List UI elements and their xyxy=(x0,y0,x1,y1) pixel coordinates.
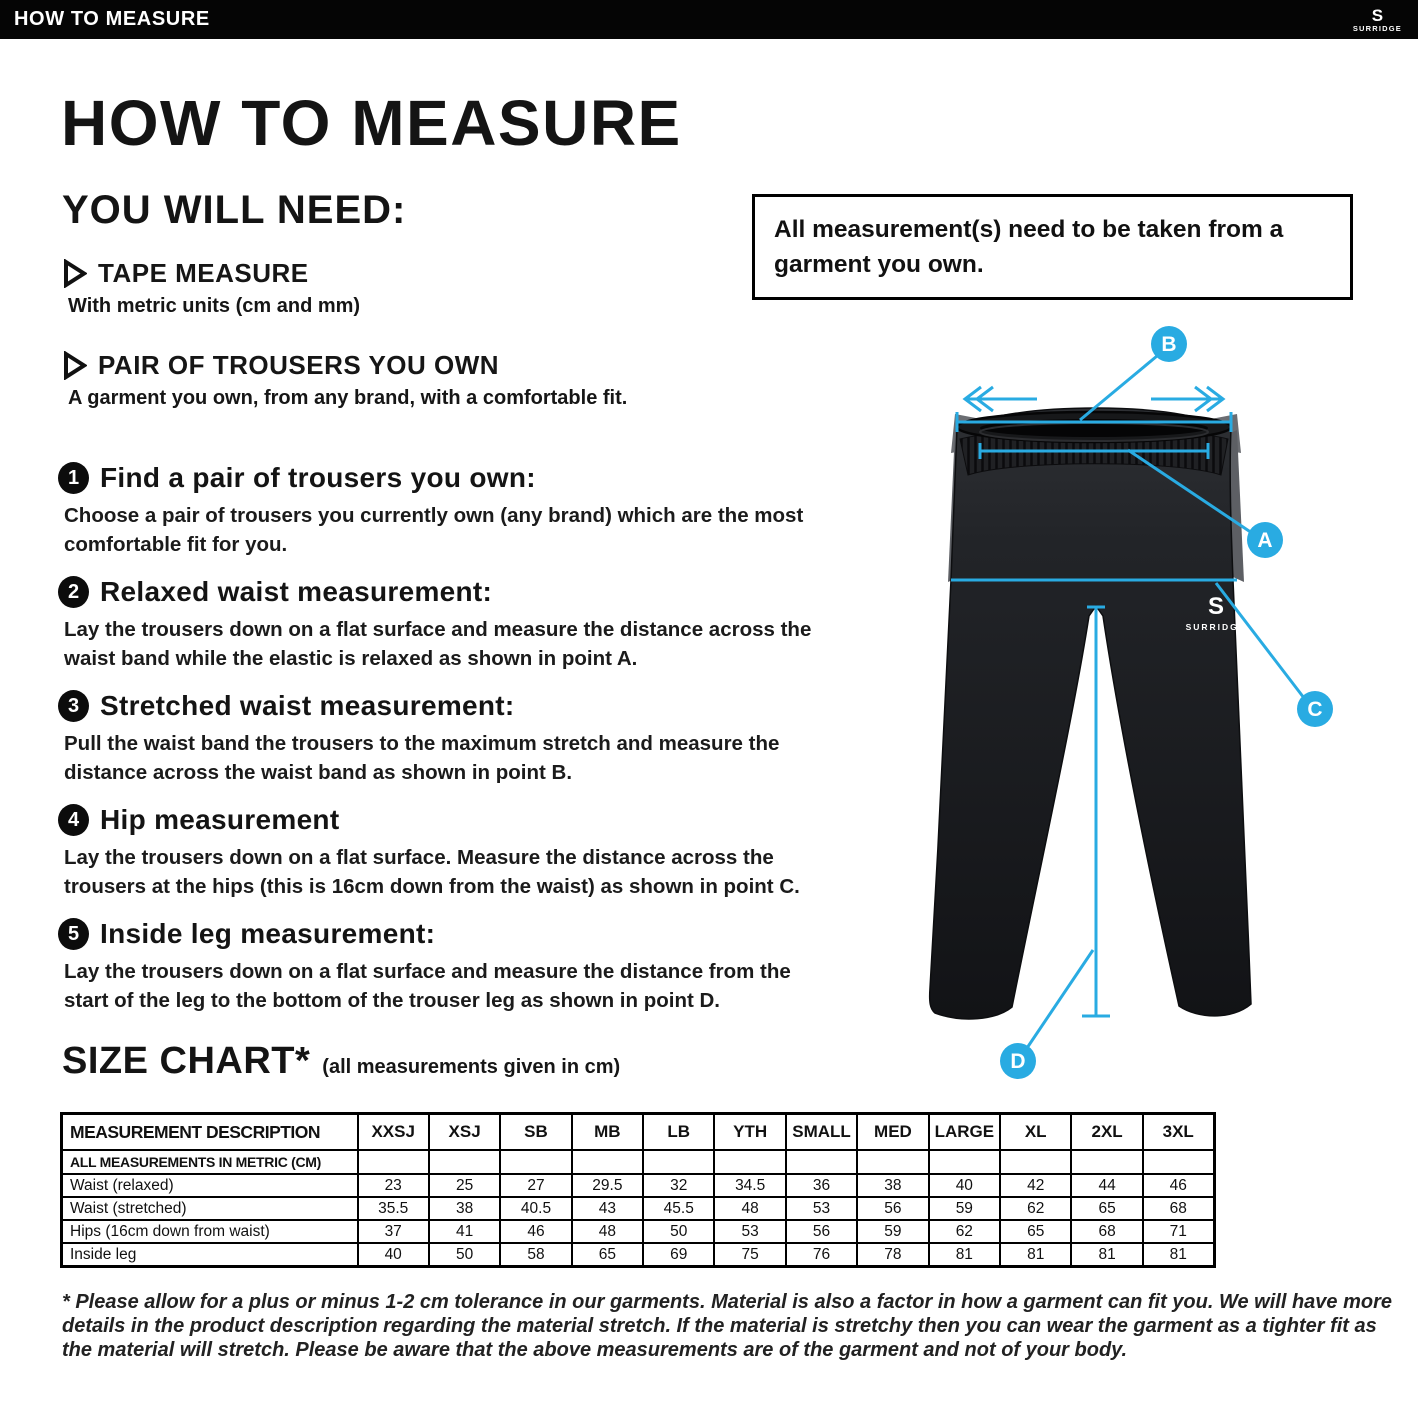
measurement-note-text: All measurement(s) need to be taken from a garment you own. xyxy=(774,216,1284,278)
cell: 78 xyxy=(857,1243,928,1267)
column-header: MB xyxy=(572,1114,643,1151)
step-title: Relaxed waist measurement: xyxy=(100,576,493,607)
need-item-tape-measure xyxy=(62,258,762,318)
table-row xyxy=(62,1197,1215,1220)
step-title: Stretched waist measurement: xyxy=(100,690,515,721)
page-title: HOW TO MEASURE xyxy=(61,87,682,159)
column-header: SMALL xyxy=(786,1114,857,1151)
need-item-trousers xyxy=(62,350,762,410)
triangle-bullet-icon xyxy=(62,259,87,288)
step-number-badge: 4 xyxy=(58,804,89,836)
empty-cell xyxy=(714,1150,785,1174)
cell: 59 xyxy=(929,1197,1000,1220)
cell: 65 xyxy=(572,1243,643,1267)
column-header: SB xyxy=(500,1114,571,1151)
cell: 81 xyxy=(1000,1243,1071,1267)
cell: 44 xyxy=(1071,1174,1142,1197)
cell: 81 xyxy=(1143,1243,1214,1267)
step-title: Inside leg measurement: xyxy=(100,918,436,949)
cell: 42 xyxy=(1000,1174,1071,1197)
size-chart-title: SIZE CHART* xyxy=(62,1040,311,1082)
row-label: Waist (relaxed) xyxy=(62,1174,358,1197)
column-header: XL xyxy=(1000,1114,1071,1151)
row-label: Inside leg xyxy=(62,1243,358,1267)
cell: 71 xyxy=(1143,1220,1214,1243)
step-body: Lay the trousers down on a flat surface and measure the distance across the waist band while the elastic is relaxed as shown in point A. xyxy=(64,618,812,670)
empty-cell xyxy=(500,1150,571,1174)
leader-line-d xyxy=(1027,950,1093,1048)
empty-cell xyxy=(1143,1150,1214,1174)
table-row xyxy=(62,1243,1215,1267)
table-row xyxy=(62,1174,1215,1197)
tolerance-footnote: * Please allow for a plus or minus 1-2 cm tolerance in our garments. Material is also a factor in how a garment can fit you. We will have more details in the product description regarding the material stretch. If the material is stretchy then you can wear the garment as a tighter fit as the material will stretch. Please be aware that the above measurements are of the garment and not of your body. xyxy=(62,1291,1393,1361)
stretch-arrow-left-icon xyxy=(965,387,1037,411)
cell: 32 xyxy=(643,1174,714,1197)
cell: 53 xyxy=(714,1220,785,1243)
cell: 48 xyxy=(572,1220,643,1243)
top-bar xyxy=(0,0,1418,39)
cell: 68 xyxy=(1143,1197,1214,1220)
triangle-bullet-icon xyxy=(62,351,87,380)
measurement-note-box xyxy=(752,194,1353,300)
trousers-measurement-diagram xyxy=(860,300,1418,1100)
row-label: Hips (16cm down from waist) xyxy=(62,1220,358,1243)
step-body: Lay the trousers down on a flat surface and measure the distance from the start of the leg to the bottom of the trouser leg as shown in point D. xyxy=(64,960,791,1012)
empty-cell xyxy=(429,1150,500,1174)
step-body: Pull the waist band the trousers to the maximum stretch and measure the distance across the waist band as shown in point B. xyxy=(64,732,780,784)
step-2 xyxy=(58,576,828,673)
cell: 37 xyxy=(358,1220,429,1243)
empty-cell xyxy=(358,1150,429,1174)
surridge-s-icon: S xyxy=(1371,5,1384,25)
need-item-label: TAPE MEASURE xyxy=(98,258,309,288)
column-header: LB xyxy=(643,1114,714,1151)
column-header: LARGE xyxy=(929,1114,1000,1151)
column-header: YTH xyxy=(714,1114,785,1151)
step-1 xyxy=(58,462,828,559)
table-header-row xyxy=(62,1114,1215,1151)
metric-note-row xyxy=(62,1150,1215,1174)
cell: 43 xyxy=(572,1197,643,1220)
empty-cell xyxy=(929,1150,1000,1174)
cell: 59 xyxy=(857,1220,928,1243)
cell: 50 xyxy=(643,1220,714,1243)
cell: 48 xyxy=(714,1197,785,1220)
stretch-arrow-right-icon xyxy=(1151,387,1223,411)
cell: 40 xyxy=(358,1243,429,1267)
step-5 xyxy=(58,918,828,1015)
cell: 56 xyxy=(786,1220,857,1243)
cell: 23 xyxy=(358,1174,429,1197)
cell: 27 xyxy=(500,1174,571,1197)
cell: 69 xyxy=(643,1243,714,1267)
point-a-label: A xyxy=(1257,529,1273,552)
step-number-badge: 5 xyxy=(58,918,89,950)
cell: 35.5 xyxy=(358,1197,429,1220)
need-item-label: PAIR OF TROUSERS YOU OWN xyxy=(98,350,500,380)
column-header: MEASUREMENT DESCRIPTION xyxy=(62,1114,358,1151)
inside-leg-line xyxy=(1082,607,1110,1016)
cell: 29.5 xyxy=(572,1174,643,1197)
table-row xyxy=(62,1220,1215,1243)
point-d-label: D xyxy=(1010,1050,1026,1073)
surridge-s-icon: S xyxy=(1207,593,1225,620)
size-chart-heading xyxy=(62,1040,620,1083)
row-label: Waist (stretched) xyxy=(62,1197,358,1220)
cell: 25 xyxy=(429,1174,500,1197)
column-header: XSJ xyxy=(429,1114,500,1151)
cell: 36 xyxy=(786,1174,857,1197)
cell: 75 xyxy=(714,1243,785,1267)
cell: 56 xyxy=(857,1197,928,1220)
cell: 34.5 xyxy=(714,1174,785,1197)
step-body: Choose a pair of trousers you currently own (any brand) which are the most comfortable fit for you. xyxy=(64,504,804,556)
cell: 40.5 xyxy=(500,1197,571,1220)
step-number-badge: 1 xyxy=(58,462,89,494)
cell: 65 xyxy=(1071,1197,1142,1220)
column-header: 3XL xyxy=(1143,1114,1214,1151)
empty-cell xyxy=(857,1150,928,1174)
cell: 81 xyxy=(929,1243,1000,1267)
column-header: 2XL xyxy=(1071,1114,1142,1151)
metric-note: ALL MEASUREMENTS IN METRIC (CM) xyxy=(62,1150,358,1174)
surridge-logo xyxy=(1353,7,1418,33)
cell: 62 xyxy=(929,1220,1000,1243)
cell: 40 xyxy=(929,1174,1000,1197)
step-4 xyxy=(58,804,828,901)
column-header: MED xyxy=(857,1114,928,1151)
cell: 46 xyxy=(500,1220,571,1243)
surridge-wordmark: SURRIDGE xyxy=(1352,23,1402,33)
cell: 41 xyxy=(429,1220,500,1243)
cell: 38 xyxy=(429,1197,500,1220)
step-number-badge: 3 xyxy=(58,690,89,722)
empty-cell xyxy=(572,1150,643,1174)
empty-cell xyxy=(786,1150,857,1174)
cell: 50 xyxy=(429,1243,500,1267)
surridge-wordmark: SURRIDGE xyxy=(1185,622,1247,632)
empty-cell xyxy=(643,1150,714,1174)
step-number-badge: 2 xyxy=(58,576,89,608)
column-header: XXSJ xyxy=(358,1114,429,1151)
empty-cell xyxy=(1071,1150,1142,1174)
need-item-description: With metric units (cm and mm) xyxy=(68,295,361,317)
step-title: Find a pair of trousers you own: xyxy=(100,462,536,493)
step-body: Lay the trousers down on a flat surface. Measure the distance across the trousers at the hips (this is 16cm down from the waist) as shown in point C. xyxy=(64,846,800,898)
cell: 81 xyxy=(1071,1243,1142,1267)
cell: 65 xyxy=(1000,1220,1071,1243)
cell: 62 xyxy=(1000,1197,1071,1220)
cell: 38 xyxy=(857,1174,928,1197)
cell: 58 xyxy=(500,1243,571,1267)
point-b-label: B xyxy=(1161,333,1177,356)
you-will-need-heading: YOU WILL NEED: xyxy=(62,188,407,232)
cell: 46 xyxy=(1143,1174,1214,1197)
empty-cell xyxy=(1000,1150,1071,1174)
point-c-label: C xyxy=(1307,698,1323,721)
cell: 68 xyxy=(1071,1220,1142,1243)
size-chart-subtitle: (all measurements given in cm) xyxy=(322,1056,621,1078)
cell: 45.5 xyxy=(643,1197,714,1220)
step-3 xyxy=(58,690,828,787)
cell: 76 xyxy=(786,1243,857,1267)
topbar-title: HOW TO MEASURE xyxy=(14,8,210,30)
cell: 53 xyxy=(786,1197,857,1220)
need-item-description: A garment you own, from any brand, with a comfortable fit. xyxy=(68,387,628,409)
step-title: Hip measurement xyxy=(100,804,340,835)
size-chart-table xyxy=(60,1112,1216,1268)
